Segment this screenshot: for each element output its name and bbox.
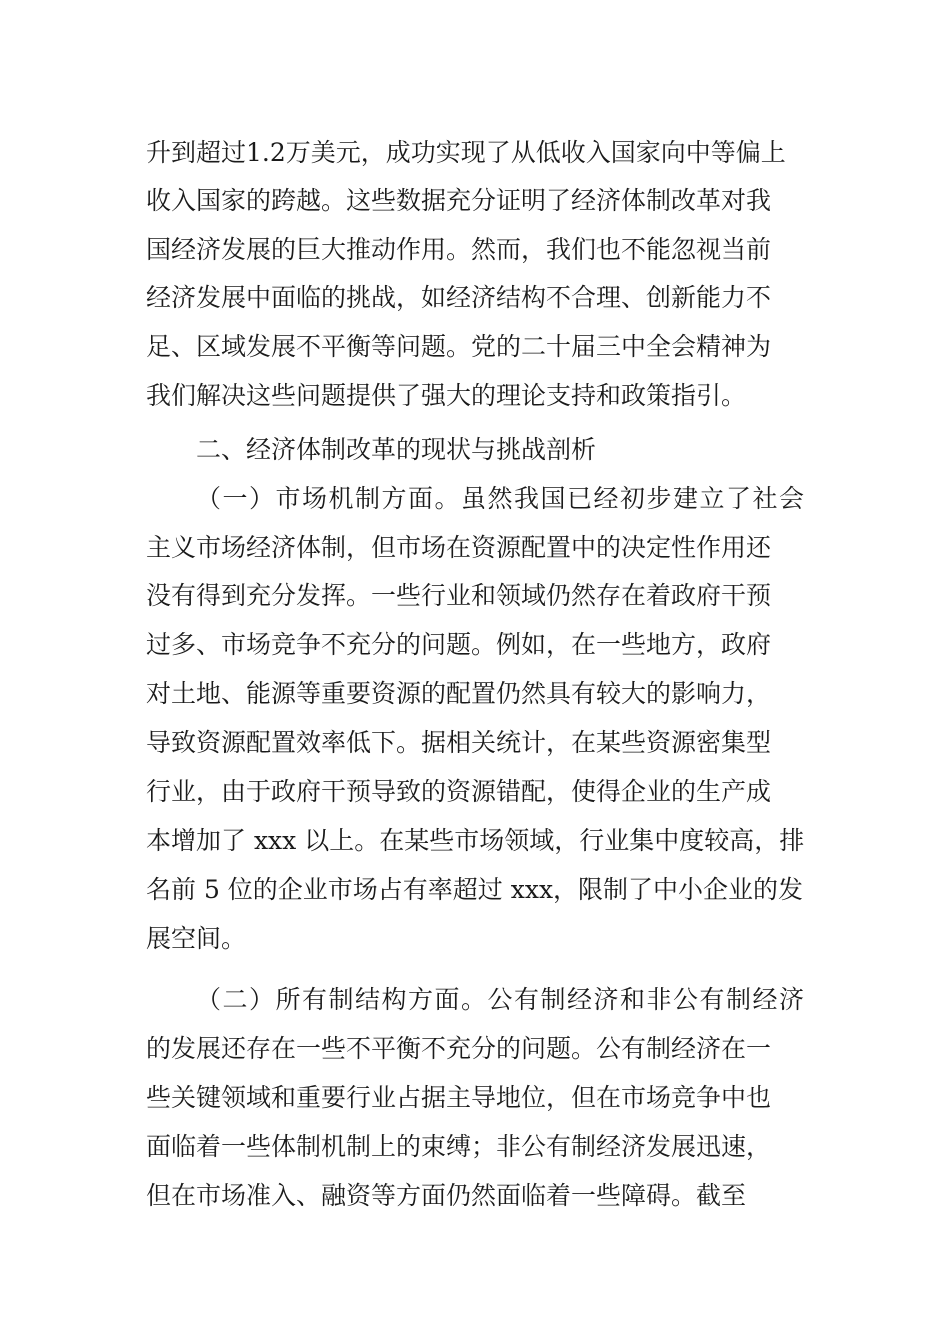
line-text: 足、区域发展不平衡等问题。党的二十届三中全会精神为 xyxy=(146,332,772,361)
paragraph-line-3 xyxy=(0,230,950,270)
paragraph-line-10 xyxy=(0,625,950,665)
line-text: 名前 5 位的企业市场占有率超过 xxx，限制了中小企业的发 xyxy=(146,875,804,904)
paragraph-line-11 xyxy=(0,674,950,714)
line-text: 展空间。 xyxy=(146,924,247,953)
paragraph-line-19 xyxy=(0,1078,950,1118)
line-text: 的发展还存在一些不平衡不充分的问题。公有制经济在一 xyxy=(146,1034,772,1063)
line-text: 经济发展中面临的挑战，如经济结构不合理、创新能力不 xyxy=(146,283,772,312)
line-text: 对土地、能源等重要资源的配置仍然具有较大的影响力， xyxy=(146,679,772,708)
paragraph-line-14 xyxy=(0,821,950,861)
line-text: 我们解决这些问题提供了强大的理论支持和政策指引。 xyxy=(146,381,747,410)
paragraph-line-4 xyxy=(0,278,950,318)
line-text: 面临着一些体制机制上的束缚；非公有制经济发展迅速， xyxy=(146,1132,772,1161)
line-text: 过多、市场竞争不充分的问题。例如，在一些地方，政府 xyxy=(146,630,772,659)
paragraph-line-2 xyxy=(0,181,950,221)
paragraph-line-8 xyxy=(0,528,950,568)
line-text: 行业，由于政府干预导致的资源错配，使得企业的生产成 xyxy=(146,777,772,806)
line-text: 主义市场经济体制，但市场在资源配置中的决定性作用还 xyxy=(146,533,772,562)
line-text: 收入国家的跨越。这些数据充分证明了经济体制改革对我 xyxy=(146,186,772,215)
paragraph-line-13 xyxy=(0,772,950,812)
paragraph-line-21 xyxy=(0,1176,950,1216)
line-text: 国经济发展的巨大推动作用。然而，我们也不能忽视当前 xyxy=(146,235,772,264)
line-text: 升到超过1.2万美元，成功实现了从低收入国家向中等偏上 xyxy=(146,138,786,167)
paragraph-line-5 xyxy=(0,327,950,367)
paragraph-line-9 xyxy=(0,576,950,616)
line-text: 但在市场准入、融资等方面仍然面临着一些障碍。截至 xyxy=(146,1181,747,1210)
line-text: 导致资源配置效率低下。据相关统计，在某些资源密集型 xyxy=(146,728,772,757)
paragraph-line-1 xyxy=(0,133,950,173)
line-text: （二）所有制结构方面。公有制经济和非公有制经济 xyxy=(196,985,804,1014)
paragraph-line-6 xyxy=(0,376,950,416)
heading-text: 二、经济体制改革的现状与挑战剖析 xyxy=(196,435,597,464)
paragraph-line-15 xyxy=(0,870,950,910)
line-text: 没有得到充分发挥。一些行业和领域仍然存在着政府干预 xyxy=(146,581,772,610)
paragraph-line-7 xyxy=(0,479,950,519)
paragraph-line-17 xyxy=(0,980,950,1020)
line-text: 些关键领域和重要行业占据主导地位，但在市场竞争中也 xyxy=(146,1083,772,1112)
section-heading xyxy=(0,430,950,470)
paragraph-line-18 xyxy=(0,1029,950,1069)
line-text: 本增加了 xxx 以上。在某些市场领域，行业集中度较高，排 xyxy=(146,826,805,855)
paragraph-line-20 xyxy=(0,1127,950,1167)
paragraph-line-16 xyxy=(0,919,950,959)
paragraph-line-12 xyxy=(0,723,950,763)
line-text: （一）市场机制方面。虽然我国已经初步建立了社会 xyxy=(196,484,804,513)
